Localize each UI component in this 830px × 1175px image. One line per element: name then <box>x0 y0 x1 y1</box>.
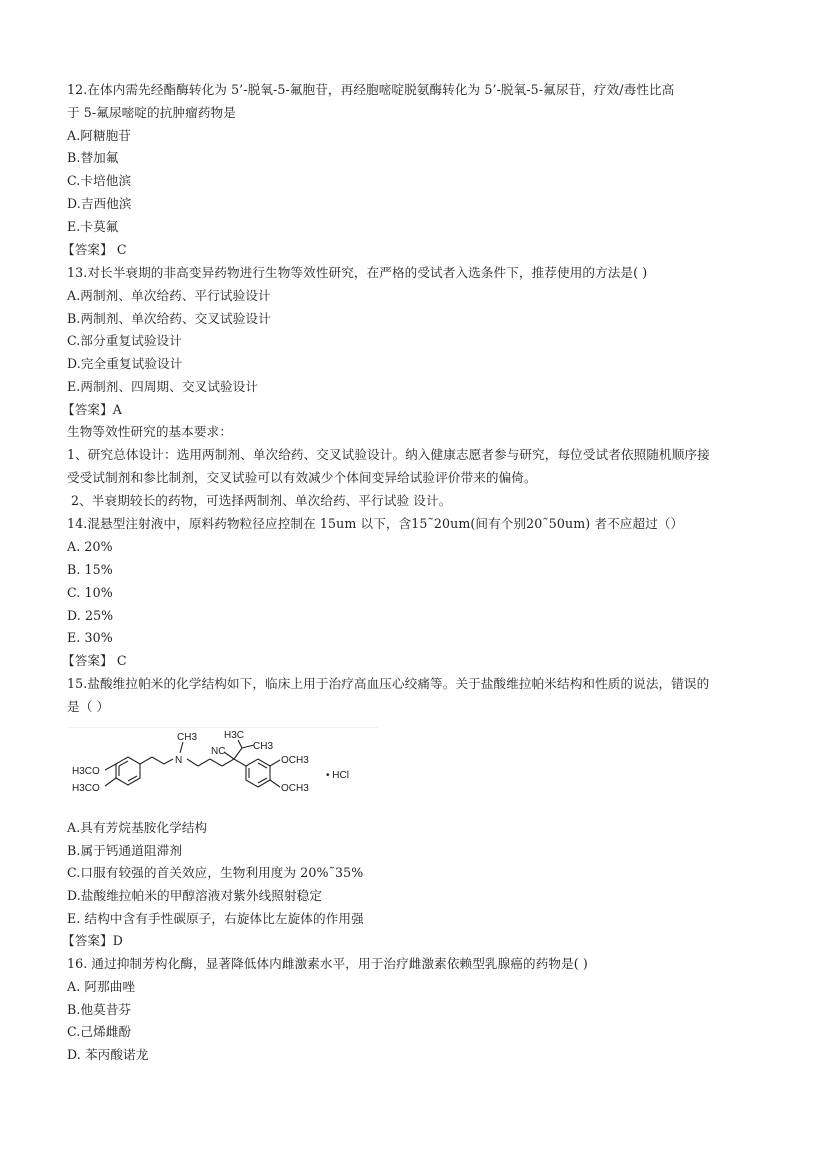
answer-line: 【答案】 C <box>62 653 127 668</box>
text-line-q13-e: E.两制剂、四周期、交叉试验设计 <box>67 379 259 394</box>
text-line-q12-a: A.阿糖胞苷 <box>67 128 132 143</box>
text-line-q13-c: C.部分重复试验设计 <box>67 333 182 348</box>
hcl-label: • HCl <box>326 770 349 781</box>
text-line-q13-b: B.两制剂、单次给药、交叉试验设计 <box>67 311 271 326</box>
text-line-q12-e: E.卡莫氟 <box>67 219 119 234</box>
text-line-q14-e: E. 30% <box>67 630 113 645</box>
verapamil-structure-image <box>68 727 378 814</box>
text-line-q12-c: C.卡培他滨 <box>67 173 132 188</box>
text-line-q12-d: D.吉西他滨 <box>67 196 132 211</box>
text-line-q13-exp-2: 2、半衰期较长的药物，可选择两制剂、单次给药、平行试验 设计。 <box>71 493 452 508</box>
text-line-q16-a: A. 阿那曲唑 <box>67 979 136 994</box>
nitrogen-label: N <box>175 755 183 766</box>
text-line-q13-stem: 13.对长半衰期的非高变异药物进行生物等效性研究，在严格的受试者入选条件下，推荐使用的方法是( ) <box>67 265 648 280</box>
h3co-top-label: H3CO <box>72 766 100 777</box>
h3c-label: H3C <box>224 730 245 741</box>
text-line-q13-exp-1b: 受受试制剂和参比制剂，交叉试验可以有效减少个体间变异给试验评价带来的偏倚。 <box>67 470 537 485</box>
text-line-q13-exp-1a: 1、研究总体设计：选用两制剂、单次给药、交叉试验设计。纳入健康志愿者参与研究，每位受试者依照随机顺序接 <box>67 447 710 462</box>
answer-line: 【答案】A <box>62 402 122 417</box>
text-line-q15-b: B.属于钙通道阻滞剂 <box>67 843 183 858</box>
text-line-q12-stem-1: 12.在体内需先经酯酶转化为 5’-脱氧-5-氟胞苷，再经胞嘧啶脱氨酶转化为 5’-脱氧-5-氟尿苷，疗效/毒性比高 <box>67 82 675 97</box>
text-line-q16-b: B.他莫昔芬 <box>67 1002 132 1017</box>
text-line-q14-c: C. 10% <box>67 585 113 600</box>
text-line-q15-e: E. 结构中含有手性碳原子，右旋体比左旋体的作用强 <box>67 911 364 926</box>
text-line-q16-d: D. 苯丙酸诺龙 <box>67 1047 149 1062</box>
text-line-q15-stem-2: 是（ ） <box>67 699 110 714</box>
text-line-q13-exp-title: 生物等效性研究的基本要求： <box>67 424 233 439</box>
text-line-q12-stem-2: 于 5-氟尿嘧啶的抗肿瘤药物是 <box>67 105 236 120</box>
text-line-q14-a: A. 20% <box>67 539 113 554</box>
isopropyl-ch3-label: CH3 <box>253 741 274 752</box>
h3co-bottom-label: H3CO <box>72 783 100 794</box>
text-line-q12-b: B.替加氟 <box>67 150 119 165</box>
text-line-q16-c: C.己烯雌酚 <box>67 1024 132 1039</box>
text-line-q13-d: D.完全重复试验设计 <box>67 356 183 371</box>
text-line-q16-stem: 16. 通过抑制芳构化酶，显著降低体内雌激素水平，用于治疗雌激素依赖型乳腺癌的药物是( ) <box>67 956 588 971</box>
text-line-q14-d: D. 25% <box>67 608 114 623</box>
text-line-q14-b: B. 15% <box>67 562 113 577</box>
text-line-q14-stem: 14.混悬型注射液中，原料药物粒径应控制在 15um 以下，含15˜20um(间有个别20˜50um) 者不应超过（） <box>67 516 684 531</box>
och3-bottom-label: OCH3 <box>281 783 309 794</box>
och3-top-label: OCH3 <box>281 755 309 766</box>
answer-line: 【答案】 C <box>62 242 127 257</box>
answer-line: 【答案】D <box>62 933 123 948</box>
n-methyl-label: CH3 <box>177 732 198 743</box>
text-line-q15-c: C.口服有较强的首关效应，生物利用度为 20%˜35% <box>67 865 364 880</box>
text-line-q13-a: A.两制剂、单次给药、平行试验设计 <box>67 288 271 303</box>
text-line-q15-a: A.具有芳烷基胺化学结构 <box>67 820 208 835</box>
text-line-q15-d: D.盐酸维拉帕米的甲醇溶液对紫外线照射稳定 <box>67 888 323 903</box>
nitrile-label: NC <box>211 746 226 757</box>
text-line-q15-stem-1: 15.盐酸维拉帕米的化学结构如下，临床上用于治疗高血压心绞痛等。关于盐酸维拉帕米结构和性质的说法，错误的 <box>67 676 710 691</box>
